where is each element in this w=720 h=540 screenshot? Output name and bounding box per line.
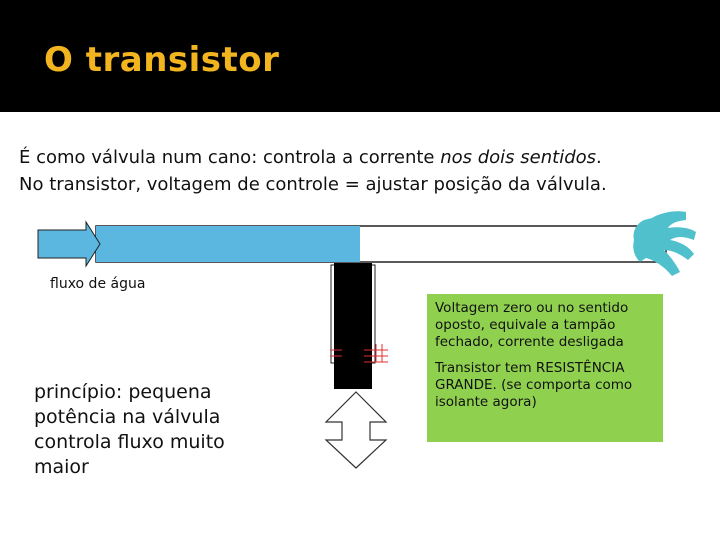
slide-title: O transistor — [44, 40, 280, 80]
info-paragraph-1: Voltagem zero ou no sentido oposto, equivale a tampão fechado, corrente desligada — [435, 300, 629, 350]
body-line-1-start: É como válvula num cano: controla a corrente — [19, 147, 441, 168]
water-fill — [96, 226, 360, 262]
info-paragraph-2: Transistor tem RESISTÊNCIA GRANDE. (se comporta como isolante agora) — [435, 360, 633, 410]
body-line-1-end: . — [596, 147, 602, 168]
valve-gate — [334, 263, 372, 389]
water-splash-icon — [633, 211, 696, 276]
info-box — [427, 294, 663, 442]
up-down-arrow-icon — [326, 392, 386, 468]
body-line-2-text: No transistor, voltagem de controle = ajustar posição da válvula. — [19, 174, 607, 195]
flow-arrow-icon — [38, 222, 100, 266]
body-line-1-emphasis: nos dois sentidos — [440, 147, 597, 168]
flow-label: fluxo de água — [50, 276, 146, 292]
principle-text: princípio: pequena potência na válvula controla fluxo muito maior — [34, 381, 225, 478]
